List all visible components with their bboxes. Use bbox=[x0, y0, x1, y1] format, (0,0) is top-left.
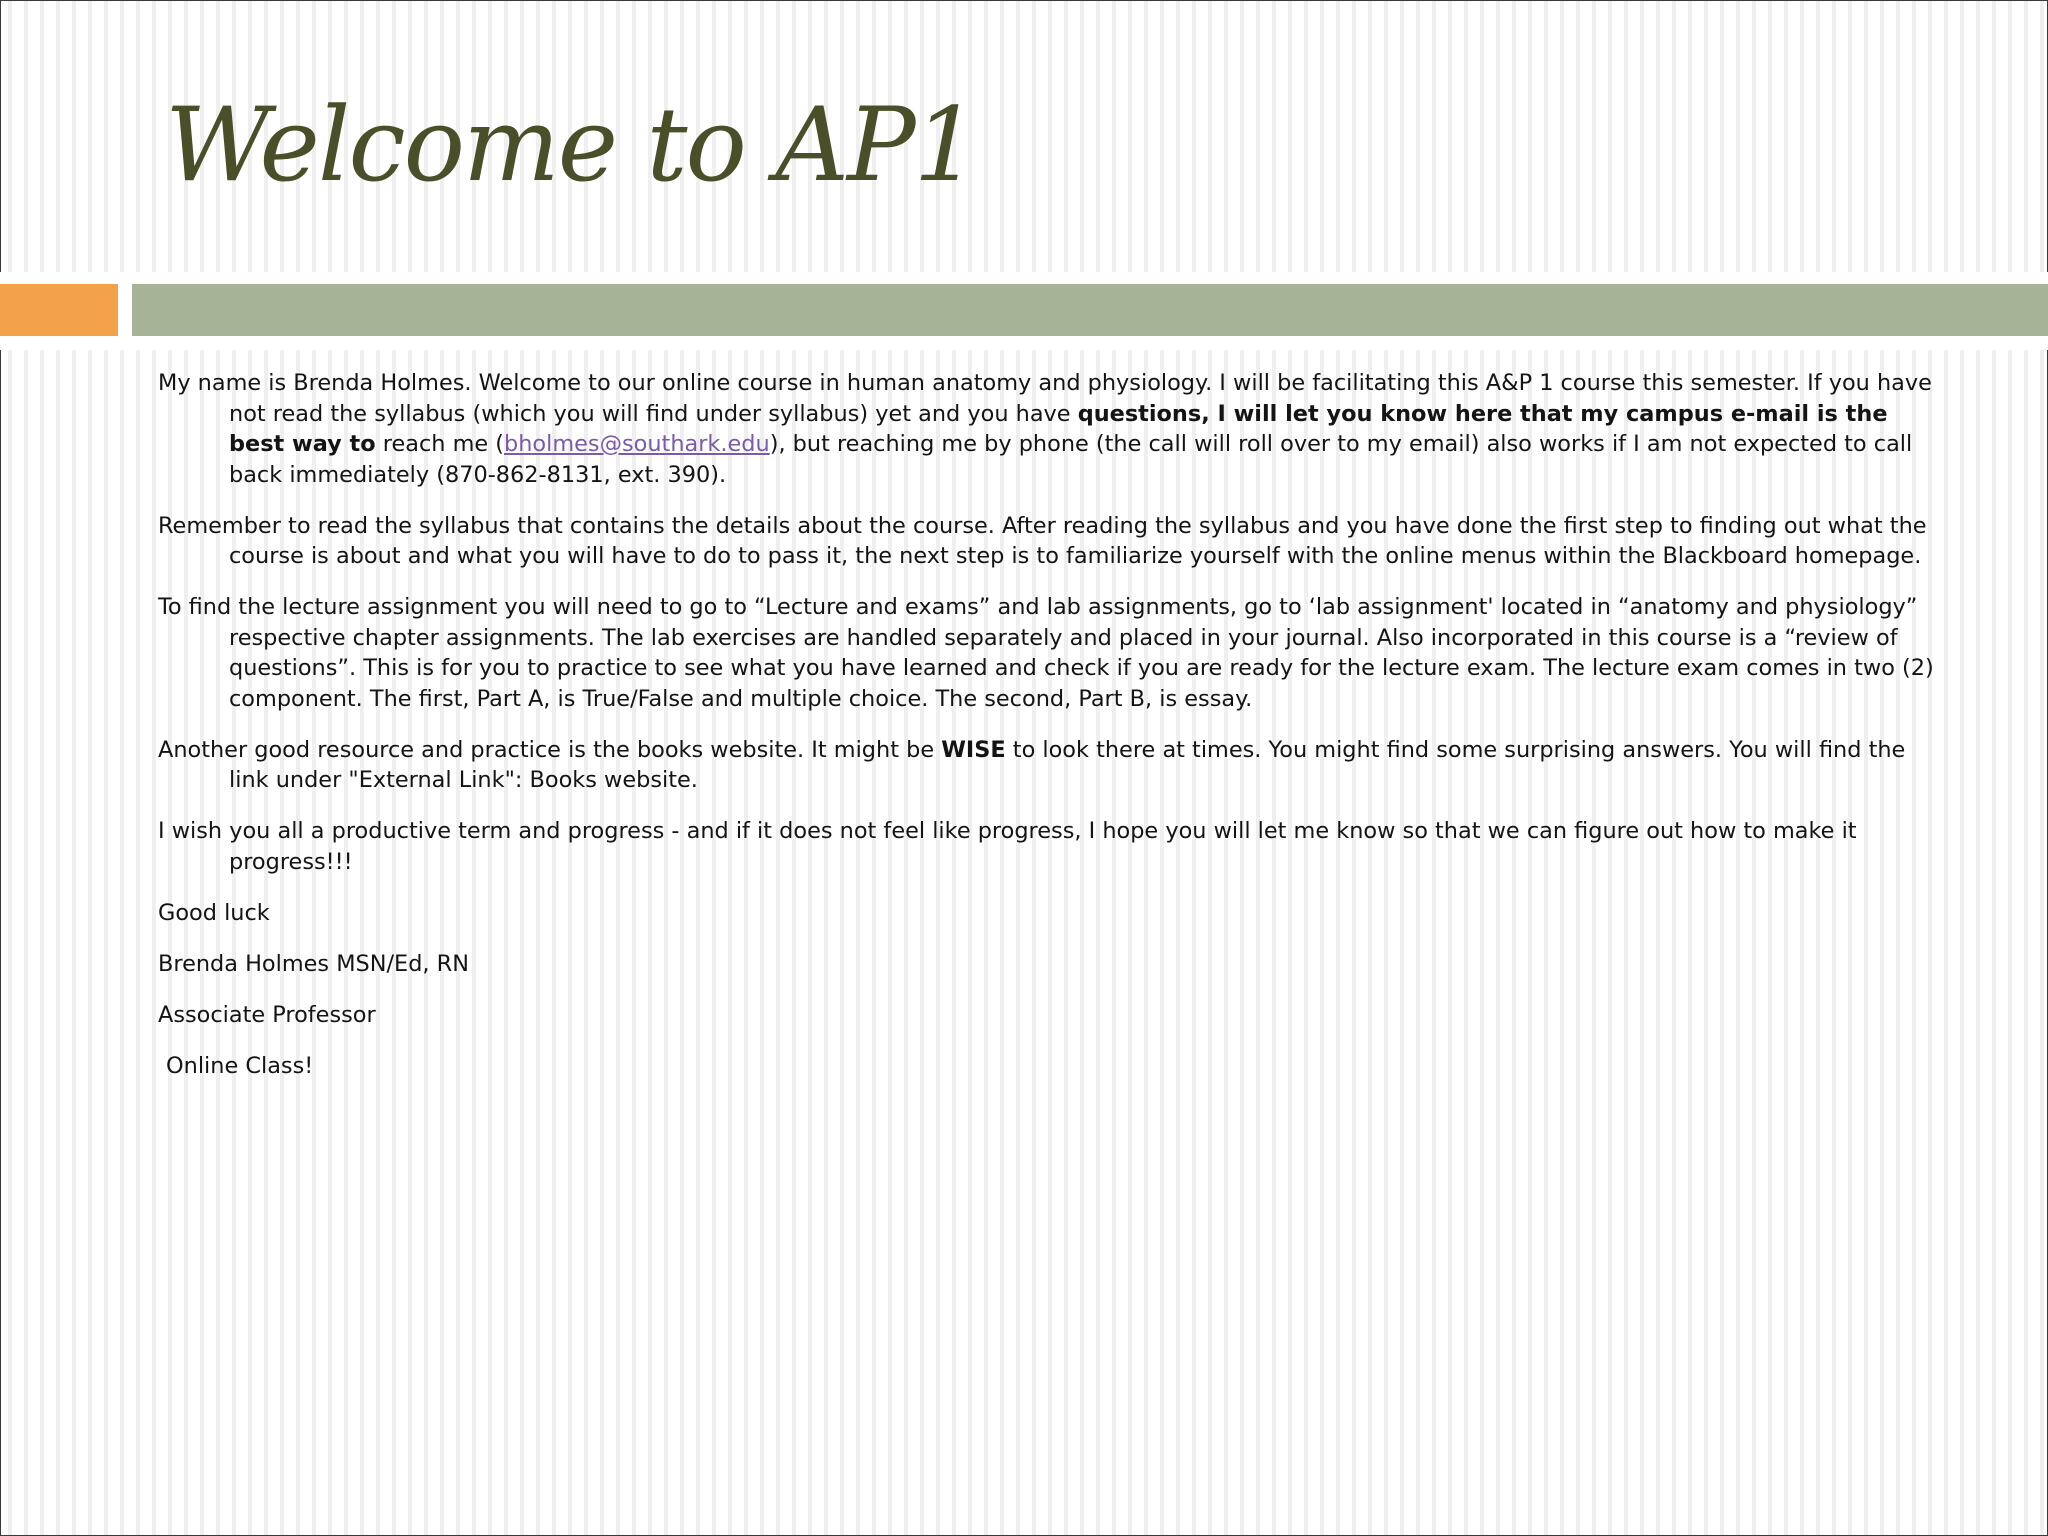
slide-body bbox=[158, 368, 1948, 1102]
resources-paragraph bbox=[158, 735, 1948, 796]
intro-bold-text: questions, I will let you know here that my campus e-mail is the best way to bbox=[229, 400, 1888, 457]
assignments-paragraph: To find the lecture assignment you will need to go to “Lecture and exams” and lab assignments, go to ‘lab assignment' located in “anatomy and physiology” respective chapter assignments. The lab exercises are handled separately and placed in your journal. Also incorporated in this course is a “review of questions”. This is for you to practice to see what you have learned and check if you are ready for the lecture exam. The lecture exam comes in two (2) component. The first, Part A, is True/False and multiple choice. The second, Part B, is essay. bbox=[158, 594, 1934, 712]
signature-name: Brenda Holmes MSN/Ed, RN bbox=[158, 950, 469, 977]
resources-bold-text: WISE bbox=[941, 736, 1006, 763]
email-link[interactable]: bholmes@southark.edu bbox=[504, 431, 770, 457]
signature-title: Associate Professor bbox=[158, 1001, 376, 1028]
slide-title: Welcome to AP1 bbox=[165, 86, 977, 205]
resources-text-1: Another good resource and practice is the books website. It might be bbox=[158, 736, 942, 763]
signature-note: Online Class! bbox=[166, 1052, 314, 1079]
syllabus-paragraph: Remember to read the syllabus that contains the details about the course. After reading the syllabus and you have done the first step to finding out what the course is about and what you will have to do to pass it, the next step is to familiarize yourself with the online menus within the Blackboard homepage. bbox=[158, 512, 1927, 569]
intro-text-1: My name is Brenda Holmes. Welcome to our online course in human anatomy and physiology. I will be facilitating this A&P 1 course this semester. If you have not read the syllabus (which you will find under syllabus) yet and you have bbox=[158, 370, 1932, 427]
intro-text-3: ), but reaching me by phone (the call will roll over to my email) also works if I am not expected to call back immediately (870-862-8131, ext. 390). bbox=[229, 431, 1913, 488]
intro-paragraph bbox=[158, 368, 1948, 490]
wishes-paragraph: I wish you all a productive term and progress - and if it does not feel like progress, I hope you will let me know so that we can figure out how to make it progress!!! bbox=[158, 818, 1857, 875]
header-band bbox=[132, 284, 2048, 336]
closing-text: Good luck bbox=[158, 899, 270, 926]
resources-text-2: to look there at times. You might find some surprising answers. You will find the link under "External Link": Books website. bbox=[229, 736, 1906, 793]
intro-text-2: reach me ( bbox=[375, 431, 505, 457]
accent-bar bbox=[0, 284, 118, 336]
